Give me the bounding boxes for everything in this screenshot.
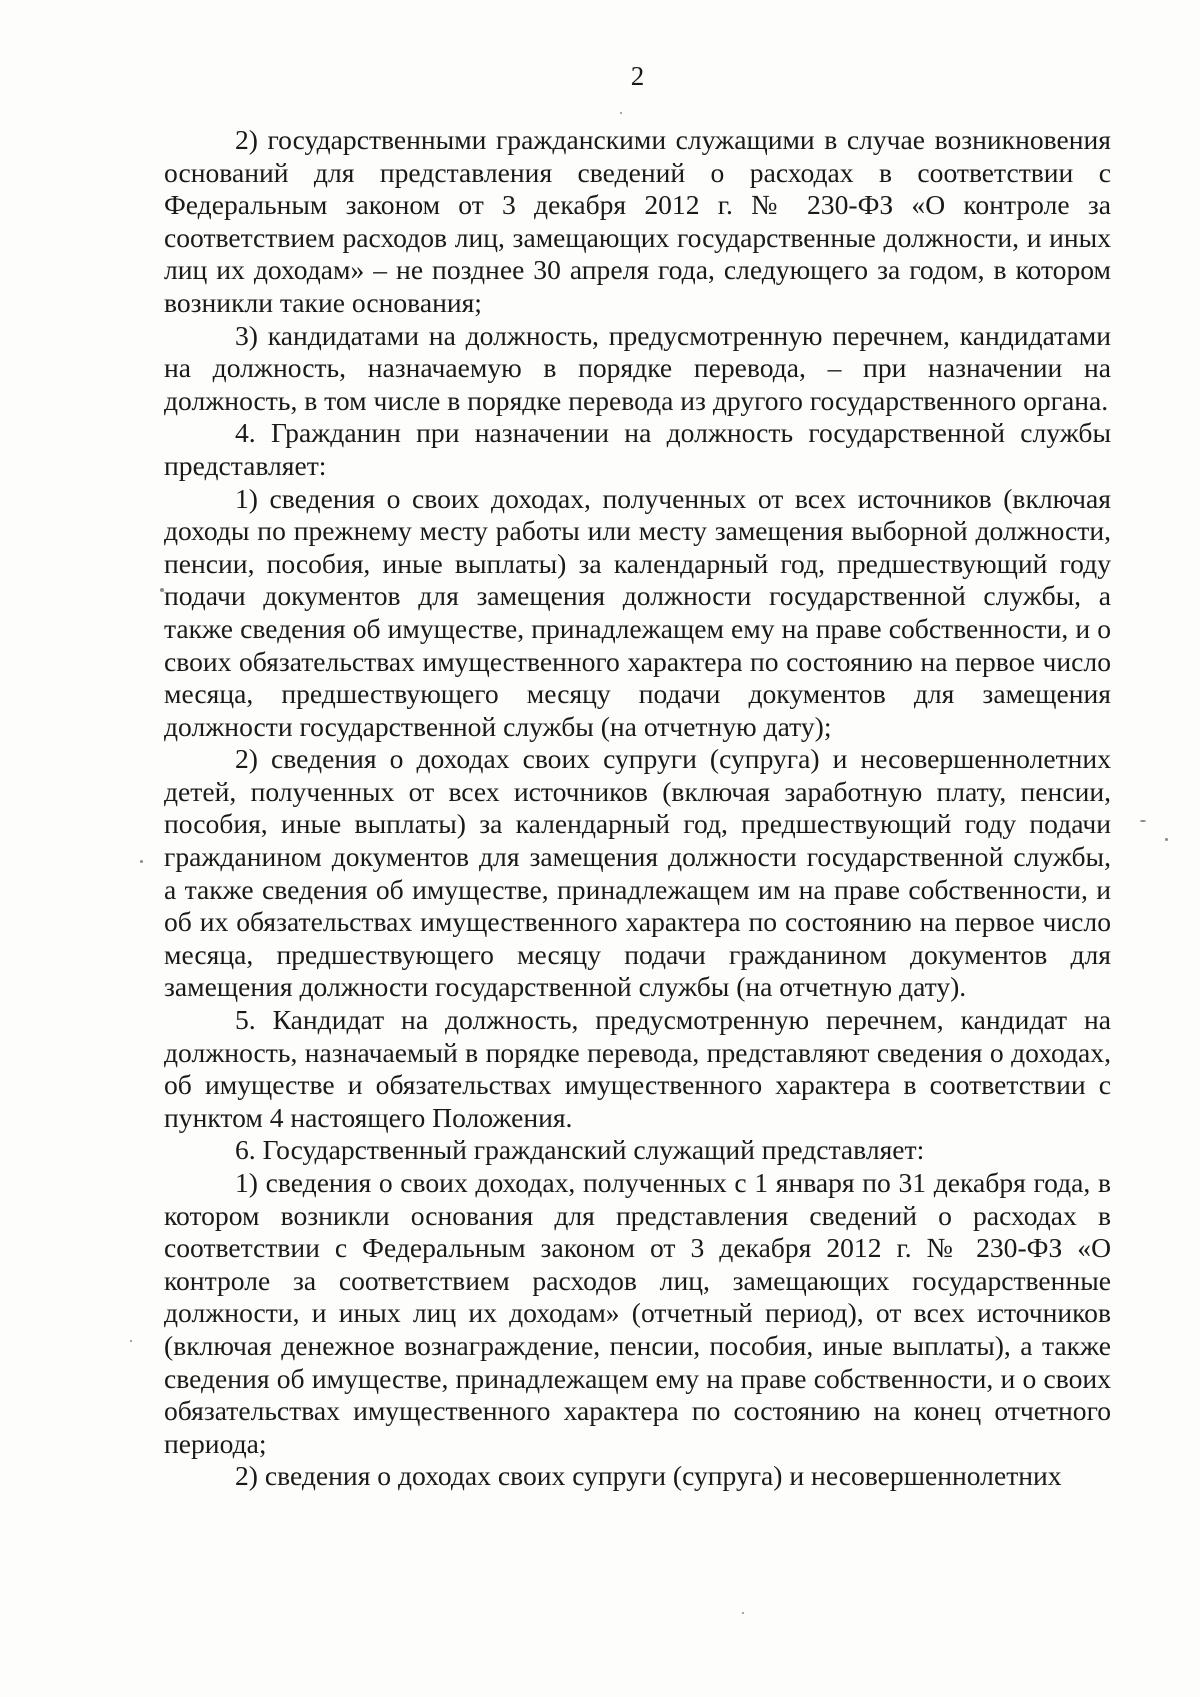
paragraph-section-6-item-1: 1) сведения о своих доходах, полученных с 1 января по 31 декабря года, в котором возникли основания для представления сведений о расходах в соответствии с Федеральным законом от 3 декабря 2012 г. № 230-ФЗ «О контроле за соответствием расходов лиц, замещающих государственные должности, и иных лиц их доходам» (отчетный период), от всех источников (включая денежное вознаграждение, пенсии, пособия, иные выплаты), а также сведения об имуществе, принадлежащем ему на праве собственности, и о своих обязательствах имущественного характера по состоянию на конец отчетного периода; (164, 1167, 1111, 1459)
scan-speck (160, 588, 164, 592)
paragraph-clause-3: 3) кандидатами на должность, предусмотренную перечнем, кандидатами на должность, назначаемую в порядке перевода, – при назначении на должность, в том числе в порядке перевода из другого государственного органа. (164, 319, 1111, 416)
scan-speck (1140, 820, 1146, 822)
scan-speck (742, 1612, 744, 1614)
page-number: 2 (630, 61, 645, 91)
paragraph-section-5: 5. Кандидат на должность, предусмотренную перечнем, кандидат на должность, назначаемый в порядке перевода, представляют сведения о доходах, об имуществе и обязательствах имущественного характера в соответствии с пунктом 4 настоящего Положения. (164, 1004, 1111, 1133)
paragraph-clause-2: 2) государственными гражданскими служащими в случае возникновения оснований для представления сведений о расходах в соответствии с Федеральным законом от 3 декабря 2012 г. № 230-ФЗ «О контроле за соответствием расходов лиц, замещающих государственные должности, и иных лиц их доходам» – не позднее 30 апреля года, следующего за годом, в котором возникли такие основания; (164, 124, 1111, 318)
paragraph-section-6: 6. Государственный гражданский служащий представляет: (235, 1134, 925, 1166)
paragraph-section-4-item-1: 1) сведения о своих доходах, полученных от всех источников (включая доходы по прежнему месту работы или месту замещения выборной должности, пенсии, пособия, иные выплаты) за календарный год, предшествующий году подачи документов для замещения должности государственной службы, а также сведения об имуществе, принадлежащем ему на праве собственности, и о своих обязательствах имущественного характера по состоянию на первое число месяца, предшествующего месяцу подачи документов для замещения должности государственной службы (на отчетную дату); (164, 482, 1111, 742)
paragraph-section-4-item-2: 2) сведения о доходах своих супруги (супруга) и несовершеннолетних детей, полученных от всех источников (включая заработную плату, пенсии, пособия, иные выплаты) за календарный год, предшествующий году подачи гражданином документов для замещения должности государственной службы, а также сведения об имуществе, принадлежащем им на праве собственности, и об их обязательствах имущественного характера по состоянию на первое число месяца, предшествующего месяцу подачи гражданином документов для замещения должности государственной службы (на отчетную дату). (164, 743, 1111, 1003)
scan-speck (1165, 838, 1168, 841)
paragraph-section-4: 4. Гражданин при назначении на должность государственной службы представляет: (164, 417, 1111, 481)
document-body (164, 124, 1111, 1493)
scan-speck (620, 112, 622, 114)
scan-speck (140, 860, 143, 863)
scan-speck (130, 1340, 132, 1342)
paragraph-section-6-item-2: 2) сведения о доходах своих супруги (супруга) и несовершеннолетних (235, 1460, 1062, 1492)
